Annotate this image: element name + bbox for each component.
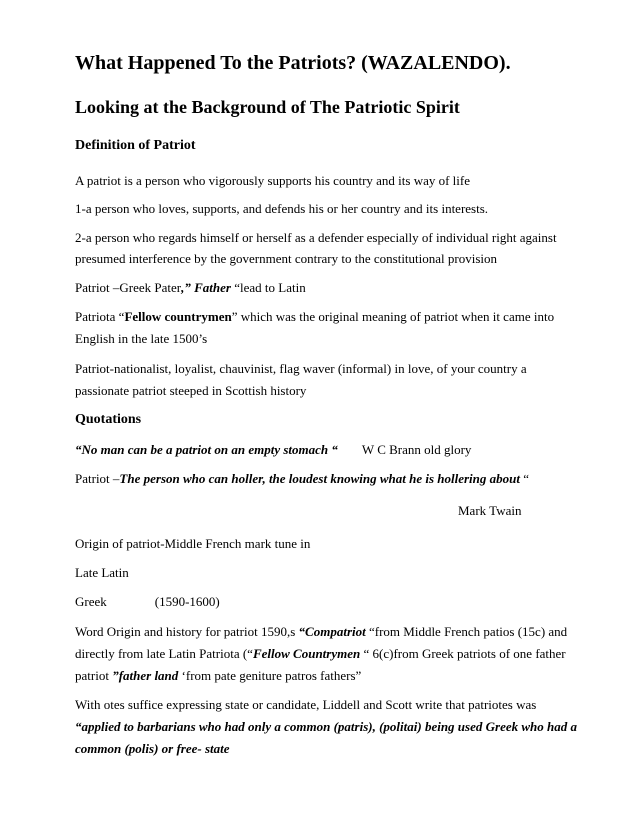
latin-patriota-line bbox=[75, 646, 566, 662]
definition-line-2: 1-a person who loves, supports, and defends his or her country and its interests. bbox=[75, 201, 489, 216]
nationalist-line-1: Patriot-nationalist, loyalist, chauvinist, flag waver (informal) in love, of your country a bbox=[75, 361, 527, 376]
page-title: What Happened To the Patriots? (WAZALENDO). bbox=[75, 52, 511, 74]
origin-line: Origin of patriot-Middle French mark tune in bbox=[75, 536, 311, 551]
word-origin-line bbox=[75, 624, 567, 640]
patriot-greek-suffix: “lead to Latin bbox=[230, 280, 306, 295]
applied-line-1: “applied to barbarians who had only a common (patris), (politai) being used Greek who had a bbox=[75, 719, 577, 734]
nationalist-line-2: passionate patriot steeped in Scottish history bbox=[75, 383, 307, 398]
quote-2-author: Mark Twain bbox=[458, 503, 522, 518]
quotations-heading: Quotations bbox=[75, 412, 142, 427]
quote-1-line bbox=[75, 442, 471, 458]
fellow-countrymen-term-2: Fellow Countrymen bbox=[252, 646, 361, 661]
quote-2-line bbox=[75, 471, 529, 487]
english-line: English in the late 1500’s bbox=[75, 331, 208, 346]
latin-patriota-suffix: “ 6(c)from Greek patriots of one father bbox=[360, 646, 566, 661]
late-latin-label: Late Latin bbox=[75, 565, 129, 580]
quote-1-author: W C Brann old glory bbox=[361, 442, 472, 457]
greek-label: Greek bbox=[75, 594, 107, 609]
word-origin-prefix: Word Origin and history for patriot 1590,s bbox=[75, 624, 299, 639]
word-origin-suffix: “from Middle French patios (15c) and bbox=[365, 624, 568, 639]
father-land-line bbox=[75, 668, 361, 684]
page-subtitle: Looking at the Background of The Patriotic Spirit bbox=[75, 97, 460, 117]
quote-1-text: “No man can be a patriot on an empty stomach “ bbox=[75, 442, 338, 457]
quote-2-prefix: Patriot – bbox=[75, 471, 120, 486]
father-land-term: ”father land bbox=[112, 668, 179, 683]
definition-heading: Definition of Patriot bbox=[75, 138, 196, 153]
quote-2-suffix: “ bbox=[519, 471, 530, 486]
patriot-greek-prefix: Patriot –Greek Pater bbox=[75, 280, 182, 295]
father-term: ,” Father bbox=[181, 280, 231, 295]
greek-years: (1590-1600) bbox=[154, 594, 220, 609]
definition-line-1: A patriot is a person who vigorously supports his country and its way of life bbox=[75, 173, 471, 188]
father-land-suffix: ‘from pate geniture patros fathers” bbox=[178, 668, 362, 683]
fellow-countrymen-term: Fellow countrymen bbox=[124, 309, 232, 324]
father-land-prefix: patriot bbox=[75, 668, 113, 683]
quote-2-text: The person who can holler, the loudest knowing what he is hollering about bbox=[119, 471, 520, 486]
applied-line-2: common (polis) or free- state bbox=[75, 741, 230, 756]
patriota-line bbox=[75, 309, 554, 325]
greek-line bbox=[75, 594, 220, 610]
suffix-line: With otes suffice expressing state or candidate, Liddell and Scott write that patriotes was bbox=[75, 697, 537, 712]
patriota-suffix: ” which was the original meaning of patriot when it came into bbox=[231, 309, 555, 324]
compatriot-term: “Compatriot bbox=[298, 624, 366, 639]
definition-line-3: 2-a person who regards himself or herself as a defender especially of individual right against bbox=[75, 230, 557, 245]
patriot-greek-line bbox=[75, 280, 306, 296]
latin-patriota-prefix: directly from late Latin Patriota (“ bbox=[75, 646, 253, 661]
patriota-prefix: Patriota “ bbox=[75, 309, 125, 324]
definition-line-4: presumed interference by the government contrary to the constitutional provision bbox=[75, 251, 498, 266]
